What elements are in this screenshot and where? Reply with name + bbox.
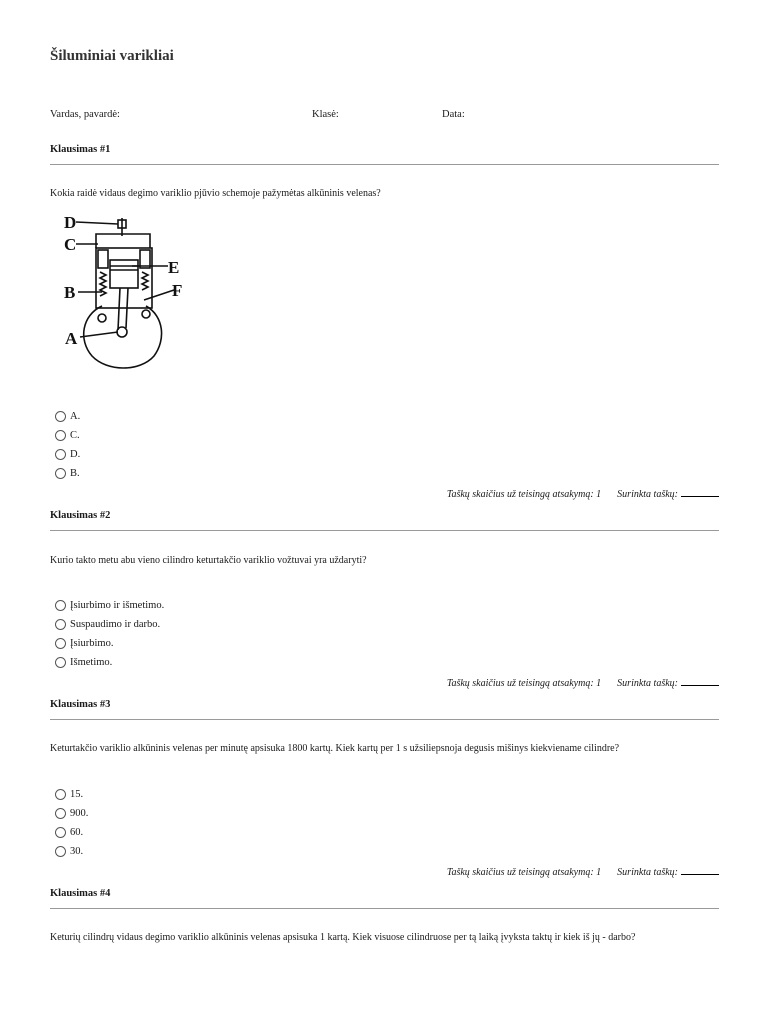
name-field[interactable] [50,105,123,120]
radio-button[interactable] [55,619,66,630]
question-2-heading: Klausimas #2 [50,510,111,521]
radio-button[interactable] [55,600,66,611]
score-blank[interactable] [681,864,719,875]
radio-button[interactable] [55,638,66,649]
divider [50,719,719,720]
piston-shape [110,260,138,288]
student-info-row [50,105,720,121]
diagram-label-a: A [65,329,78,348]
question-3-score: Taškų skaičius už teisingą atsakymą: 1 Surinkta taškų: [447,864,719,878]
question-4-text: Keturių cilindrų vidaus degimo variklio alkūninis velenas apsisuka 1 kartą. Kiek visuose cilindruose per tą laiką įvyksta taktų ir kiek iš jų - darbo? [50,932,636,943]
name-label: Vardas, pavardė: [50,109,120,120]
question-1-heading: Klausimas #1 [50,144,111,155]
class-label: Klasė: [312,109,339,120]
class-field[interactable] [312,105,341,120]
radio-button[interactable] [55,846,66,857]
diagram-label-f: F [172,281,183,300]
divider [50,908,719,909]
radio-button[interactable] [55,657,66,668]
question-1-score: Taškų skaičius už teisingą atsakymą: 1 Surinkta taškų: [447,486,719,500]
diagram-label-e: E [168,258,180,277]
question-3-text: Keturtakčio variklio alkūninis velenas per minutę apsisuka 1800 kartų. Kiek kartų per 1 s užsiliepsnoja degusis mišinys kiekviename cilindre? [50,743,620,754]
question-2-text: Kurio takto metu abu vieno cilindro keturtakčio variklio vožtuvai yra uždaryti? [50,555,367,566]
radio-button[interactable] [55,827,66,838]
diagram-label-d: D [64,213,77,232]
question-3-heading: Klausimas #3 [50,699,111,710]
radio-button[interactable] [55,449,66,460]
question-3-option-3[interactable]: 60. [55,827,83,843]
score-blank[interactable] [681,486,719,497]
question-1-option-1[interactable]: A. [55,411,80,427]
question-2-option-1[interactable]: Įsiurbimo ir išmetimo. [55,600,164,616]
divider [50,164,719,165]
crankshaft-shape [117,327,127,337]
date-field[interactable] [442,105,467,120]
connecting-rod-shape [118,288,120,330]
question-3-option-2[interactable]: 900. [55,808,88,824]
diagram-label-c: C [64,235,77,254]
divider [50,530,719,531]
radio-button[interactable] [55,808,66,819]
page-title: Šiluminiai varikliai [50,48,174,64]
question-1-text: Kokia raidė vidaus degimo variklio pjūvio schemoje pažymėtas alkūninis velenas? [50,188,381,199]
score-blank[interactable] [681,675,719,686]
question-1-option-4[interactable]: B. [55,468,80,484]
question-3-option-4[interactable]: 30. [55,846,83,862]
question-1-option-2[interactable]: C. [55,430,80,446]
radio-button[interactable] [55,468,66,479]
diagram-label-b: B [64,283,76,302]
engine-cross-section-diagram [62,210,192,375]
question-2-option-3[interactable]: Įsiurbimo. [55,638,113,654]
question-2-option-4[interactable]: Išmetimo. [55,657,112,673]
radio-button[interactable] [55,430,66,441]
question-3-option-1[interactable]: 15. [55,789,83,805]
date-label: Data: [442,109,465,120]
radio-button[interactable] [55,789,66,800]
radio-button[interactable] [55,411,66,422]
question-2-option-2[interactable]: Suspaudimo ir darbo. [55,619,160,635]
question-4-heading: Klausimas #4 [50,888,111,899]
question-1-option-3[interactable]: D. [55,449,80,465]
question-2-score: Taškų skaičius už teisingą atsakymą: 1 Surinkta taškų: [447,675,719,689]
cylinder-head-shape [96,234,150,248]
